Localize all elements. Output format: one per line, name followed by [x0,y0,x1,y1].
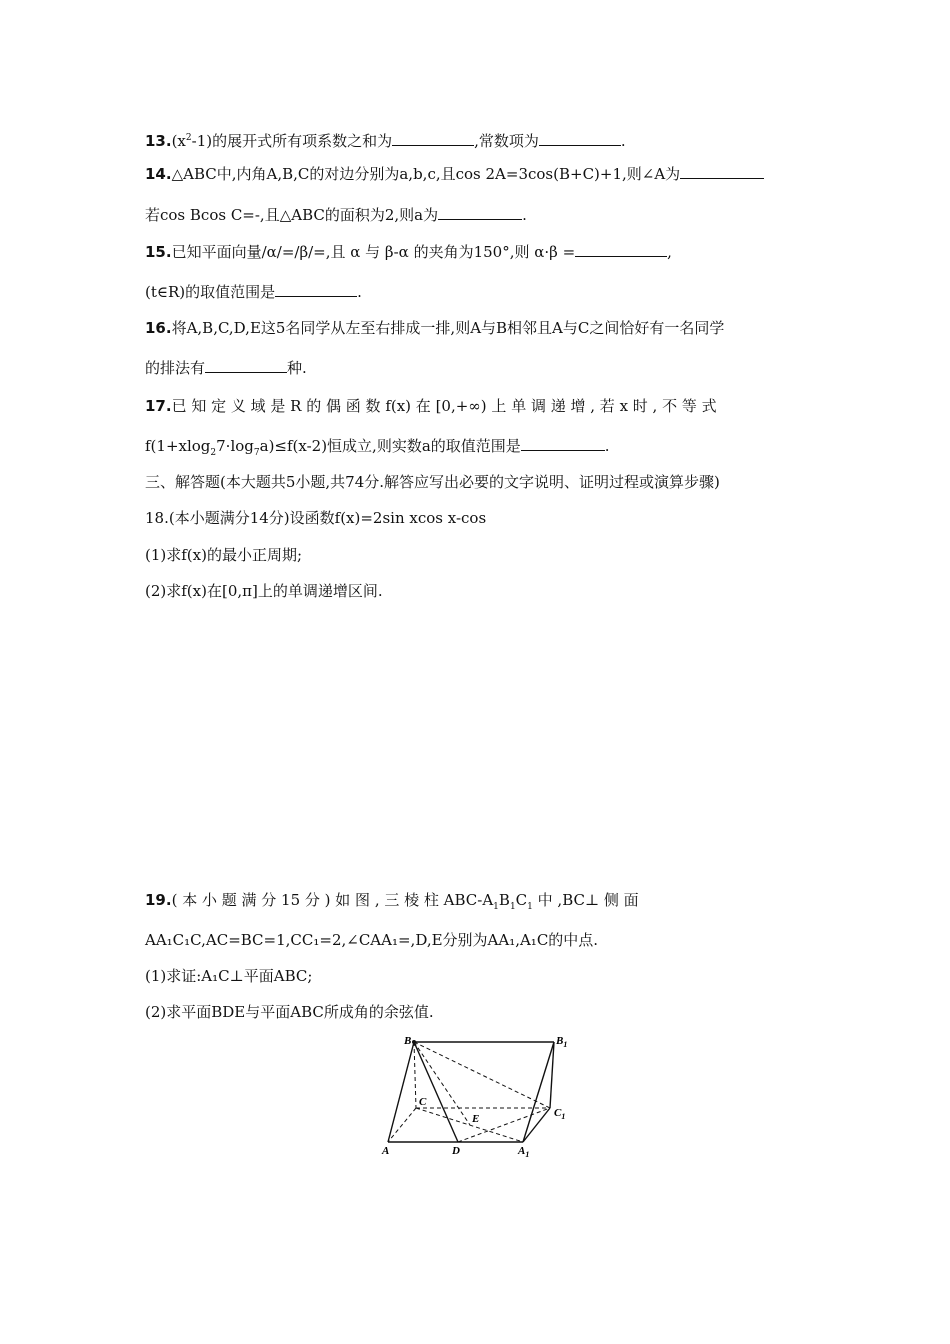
label-D: D [452,1145,460,1157]
question-18: 18.(本小题满分14分)设函数f(x)=2sin xcos x-cos [145,509,487,527]
question-14-line2 [145,205,527,225]
q19-sub: 1 [527,902,533,912]
q17-line2-end: . [604,437,610,455]
q17-sub2: 7 [253,448,260,458]
edge-B1A1 [523,1042,554,1142]
q19-sub: 1 [493,902,499,912]
question-19 [145,890,639,917]
section-heading: 三、解答题(本大题共5小题,共74分.解答应写出必要的文字说明、证明过程或演算步骤) [145,473,720,491]
label-A: A [382,1145,390,1157]
q16-line2: 的排法有 [145,359,206,377]
question-number: 16. [145,319,172,337]
solid-edges [388,1042,554,1142]
label-C1: $C_1$ [554,1107,566,1121]
answer-blank[interactable] [392,131,474,146]
question-17-line2 [145,436,610,463]
q17-line2-a: f(1+xlog [145,437,211,455]
q16-line1: 将A,B,C,D,E这5名同学从左至右排成一排,则A与B相邻且A与C之间恰好有一名同学 [171,319,725,337]
q13-sup: 2 [185,133,192,143]
label-A1: $A_1$ [518,1145,530,1159]
edge-BE [414,1042,470,1125]
question-number: 14. [145,165,172,183]
q14-line1: △ABC中,内角A,B,C的对边分别为a,b,c,且cos 2A=3cos(B+C)+1,则∠A为 [171,165,681,183]
label-B: B [404,1035,412,1047]
q19-sub: 1 [509,902,516,912]
question-number: 15. [145,243,172,261]
question-16-line2 [145,358,307,378]
q19-line1-c: C [515,891,528,909]
answer-blank[interactable] [205,358,287,373]
question-number: 19. [145,891,172,909]
q19-line1-d: 中 ,BC⊥ 侧 面 [532,891,639,909]
label-C: C [419,1096,427,1108]
question-14 [145,164,764,184]
prism-figure [378,1030,578,1160]
question-number: 13. [145,132,172,150]
point-B [412,1040,416,1044]
question-19-line2: AA₁C₁C,AC=BC=1,CC₁=2,∠CAA₁=,D,E分别为AA₁,A₁C的中点. [145,931,599,949]
answer-blank[interactable] [539,131,621,146]
answer-blank[interactable] [275,282,357,297]
question-18-part2: (2)求f(x)在[0,π]上的单调递增区间. [145,582,383,600]
q19-line1-b: B [498,891,510,909]
q17-line2-b: 7·log [216,437,254,455]
q16-line2-end: 种. [287,359,307,377]
q14-line2-end: . [522,206,527,224]
answer-blank[interactable] [438,205,522,220]
q17-line1: 已 知 定 义 域 是 R 的 偶 函 数 f(x) 在 [0,+∞) 上 单 调 递 增 , 若 x 时 , 不 等 式 [171,397,717,415]
label-E: E [472,1113,480,1125]
q17-line2-c: a)≤f(x-2)恒成立,则实数a的取值范围是 [259,437,521,455]
question-16 [145,318,724,338]
q13-text-d: . [620,132,626,150]
question-19-part2: (2)求平面BDE与平面ABC所成角的余弦值. [145,1003,434,1021]
q13-text-a: (x [171,132,186,150]
question-15 [145,242,672,262]
question-15-line2 [145,282,362,302]
question-18-part1: (1)求f(x)的最小正周期; [145,546,303,564]
q14-line2: 若cos Bcos C=-,且△ABC的面积为2,则a为 [145,206,439,224]
q13-text-c: ,常数项为 [474,132,539,150]
q15-line2: (t∈R)的取值范围是 [145,283,276,301]
question-17 [145,396,717,416]
edge-BC1 [414,1042,550,1108]
answer-blank[interactable] [575,242,667,257]
q19-line1-a: ( 本 小 题 满 分 15 分 ) 如 图 , 三 棱 柱 ABC-A [171,891,494,909]
q15-line1: 已知平面向量/α/=/β/=,且 α 与 β-α 的夹角为150°,则 α·β = [171,243,576,261]
answer-blank[interactable] [521,436,605,451]
edge-BD [414,1042,458,1142]
question-13 [145,128,626,151]
answer-blank[interactable] [680,164,764,179]
question-number: 17. [145,397,172,415]
edge-C1A1 [523,1108,550,1142]
dashed-edges [388,1042,550,1142]
question-19-part1: (1)求证:A₁C⊥平面ABC; [145,967,313,985]
q15-line2-end: . [357,283,362,301]
q17-sub1: 2 [210,448,217,458]
q13-text-b: -1)的展开式所有项系数之和为 [191,132,393,150]
q15-line1-end: , [667,243,672,261]
edge-BC [414,1042,416,1108]
label-B1: $B_1$ [556,1035,568,1049]
